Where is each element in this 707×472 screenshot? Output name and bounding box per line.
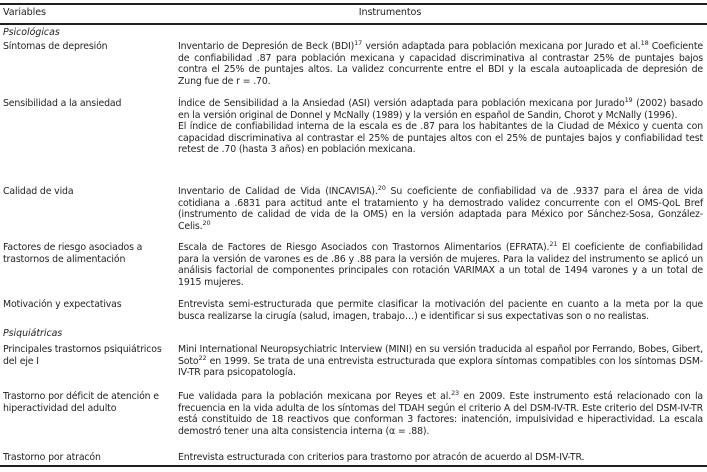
- variable-cell: Motivación y expectativas: [3, 299, 122, 310]
- instrument-cell: Inventario de Calidad de Vida (INCAVISA).$^{20}$ Su coeficiente de confiabilidad va de .9337 para el área de vida cotidiana a .6831 para actitud ante el tratamiento y ha demostrado validez concurrente con el OMS-QoL Bref (instrumento de calidad de vida de la OMS) en la versión adaptada para México por Sánchez-Sosa, González-Celis.$^{20}$: [178, 183, 704, 232]
- instrument-cell: Índice de Sensibilidad a la Ansiedad (ASI) versión adaptada para población mexicana por Jurado$^{19}$ (2002) basado en la versión original de Donnel y McNally (1989) y la versión en español de Sandin, Chorot y McNally (1996). El índice de confiabilidad interna de la escala es de .87 para los habitantes de la Ciudad de México y cuenta con capacidad discriminativa al contrastar el 25% de puntajes altos con el 25% de puntajes bajos y confiabilidad test retest de .70 (hasta 3 años) en población mexicana.: [178, 95, 703, 156]
- variable-cell: Trastorno por déficit de atención e hiperactividad del adulto: [3, 391, 159, 414]
- table-header-rule: [0, 23, 707, 25]
- variable-cell: Sensibilidad a la ansiedad: [3, 98, 122, 109]
- section-title-psicologicas: Psicológicas: [3, 27, 60, 38]
- variable-cell: Factores de riesgo asociados a trastornos de alimentación: [3, 242, 143, 265]
- column-header-variables: Variables: [3, 7, 46, 18]
- instrument-cell: Inventario de Depresión de Beck (BDI)$^{17}$ versión adaptada para población mexicana por Jurado et al.$^{18}$ Coeficiente de confiabilidad .87 para población mexicana y capacidad discriminativa al contrastar 25% de puntajes bajos contra el 25% de puntajes altos. La validez concurrente entre el BDI y la escala autoaplicada de depresión de Zung fue de r = .70.: [178, 38, 703, 87]
- variable-cell: Síntomas de depresión: [3, 41, 108, 52]
- variable-cell: Principales trastornos psiquiátricos del eje I: [3, 344, 162, 367]
- table-top-rule: [0, 3, 707, 5]
- instrument-cell: Escala de Factores de Riesgo Asociados con Trastornos Alimentarios (EFRATA).$^{21}$ El coeficiente de confiabilidad para la versión de varones es de .86 y .88 para la versión de mujeres. Para la validez del instrumento se aplicó un análisis factorial de componentes principales con rotación VARIMAX a un total de 1494 varones y a un total de 1915 mujeres.: [178, 239, 703, 288]
- section-title-psiquiatricas: Psiquiátricas: [3, 328, 63, 339]
- instrument-cell: Entrevista semi-estructurada que permite clasificar la motivación del paciente en cuanto a la meta por la que busca realizarse la cirugía (salud, imagen, trabajo…) e identificar si sus expectativas son o no realistas.: [178, 299, 703, 322]
- instrument-cell: Fue validada para la población mexicana por Reyes et al.$^{23}$ en 2009. Este instrumento está relacionado con la frecuencia en la vida adulta de los síntomas del TDAH según el criterio A del DSM-IV-TR. Este criterio del DSM-IV-TR está constituido de 18 reactivos que conforman 3 factores: inatención, impulsividad e hiperactividad. La escala demostró tener una alta consistencia interna (α = .88).: [178, 388, 703, 437]
- variable-cell: Trastorno por atracón: [3, 452, 101, 463]
- variable-cell: Calidad de vida: [3, 186, 74, 197]
- table-bottom-rule: [0, 465, 707, 467]
- instrument-cell: Entrevista estructurada con criterios para trastorno por atracón de acuerdo al DSM-IV-TR.: [178, 452, 585, 463]
- instrument-cell: Mini International Neuropsychiatric Interview (MINI) en su versión traducida al español por Ferrando, Bobes, Gibert, Soto$^{22}$ en 1999. Se trata de una entrevista estructurada que explora síntomas compatibles con los síntomas DSM-IV-TR para psicopatología.: [178, 344, 703, 379]
- column-header-instrumentos: Instrumentos: [358, 7, 422, 18]
